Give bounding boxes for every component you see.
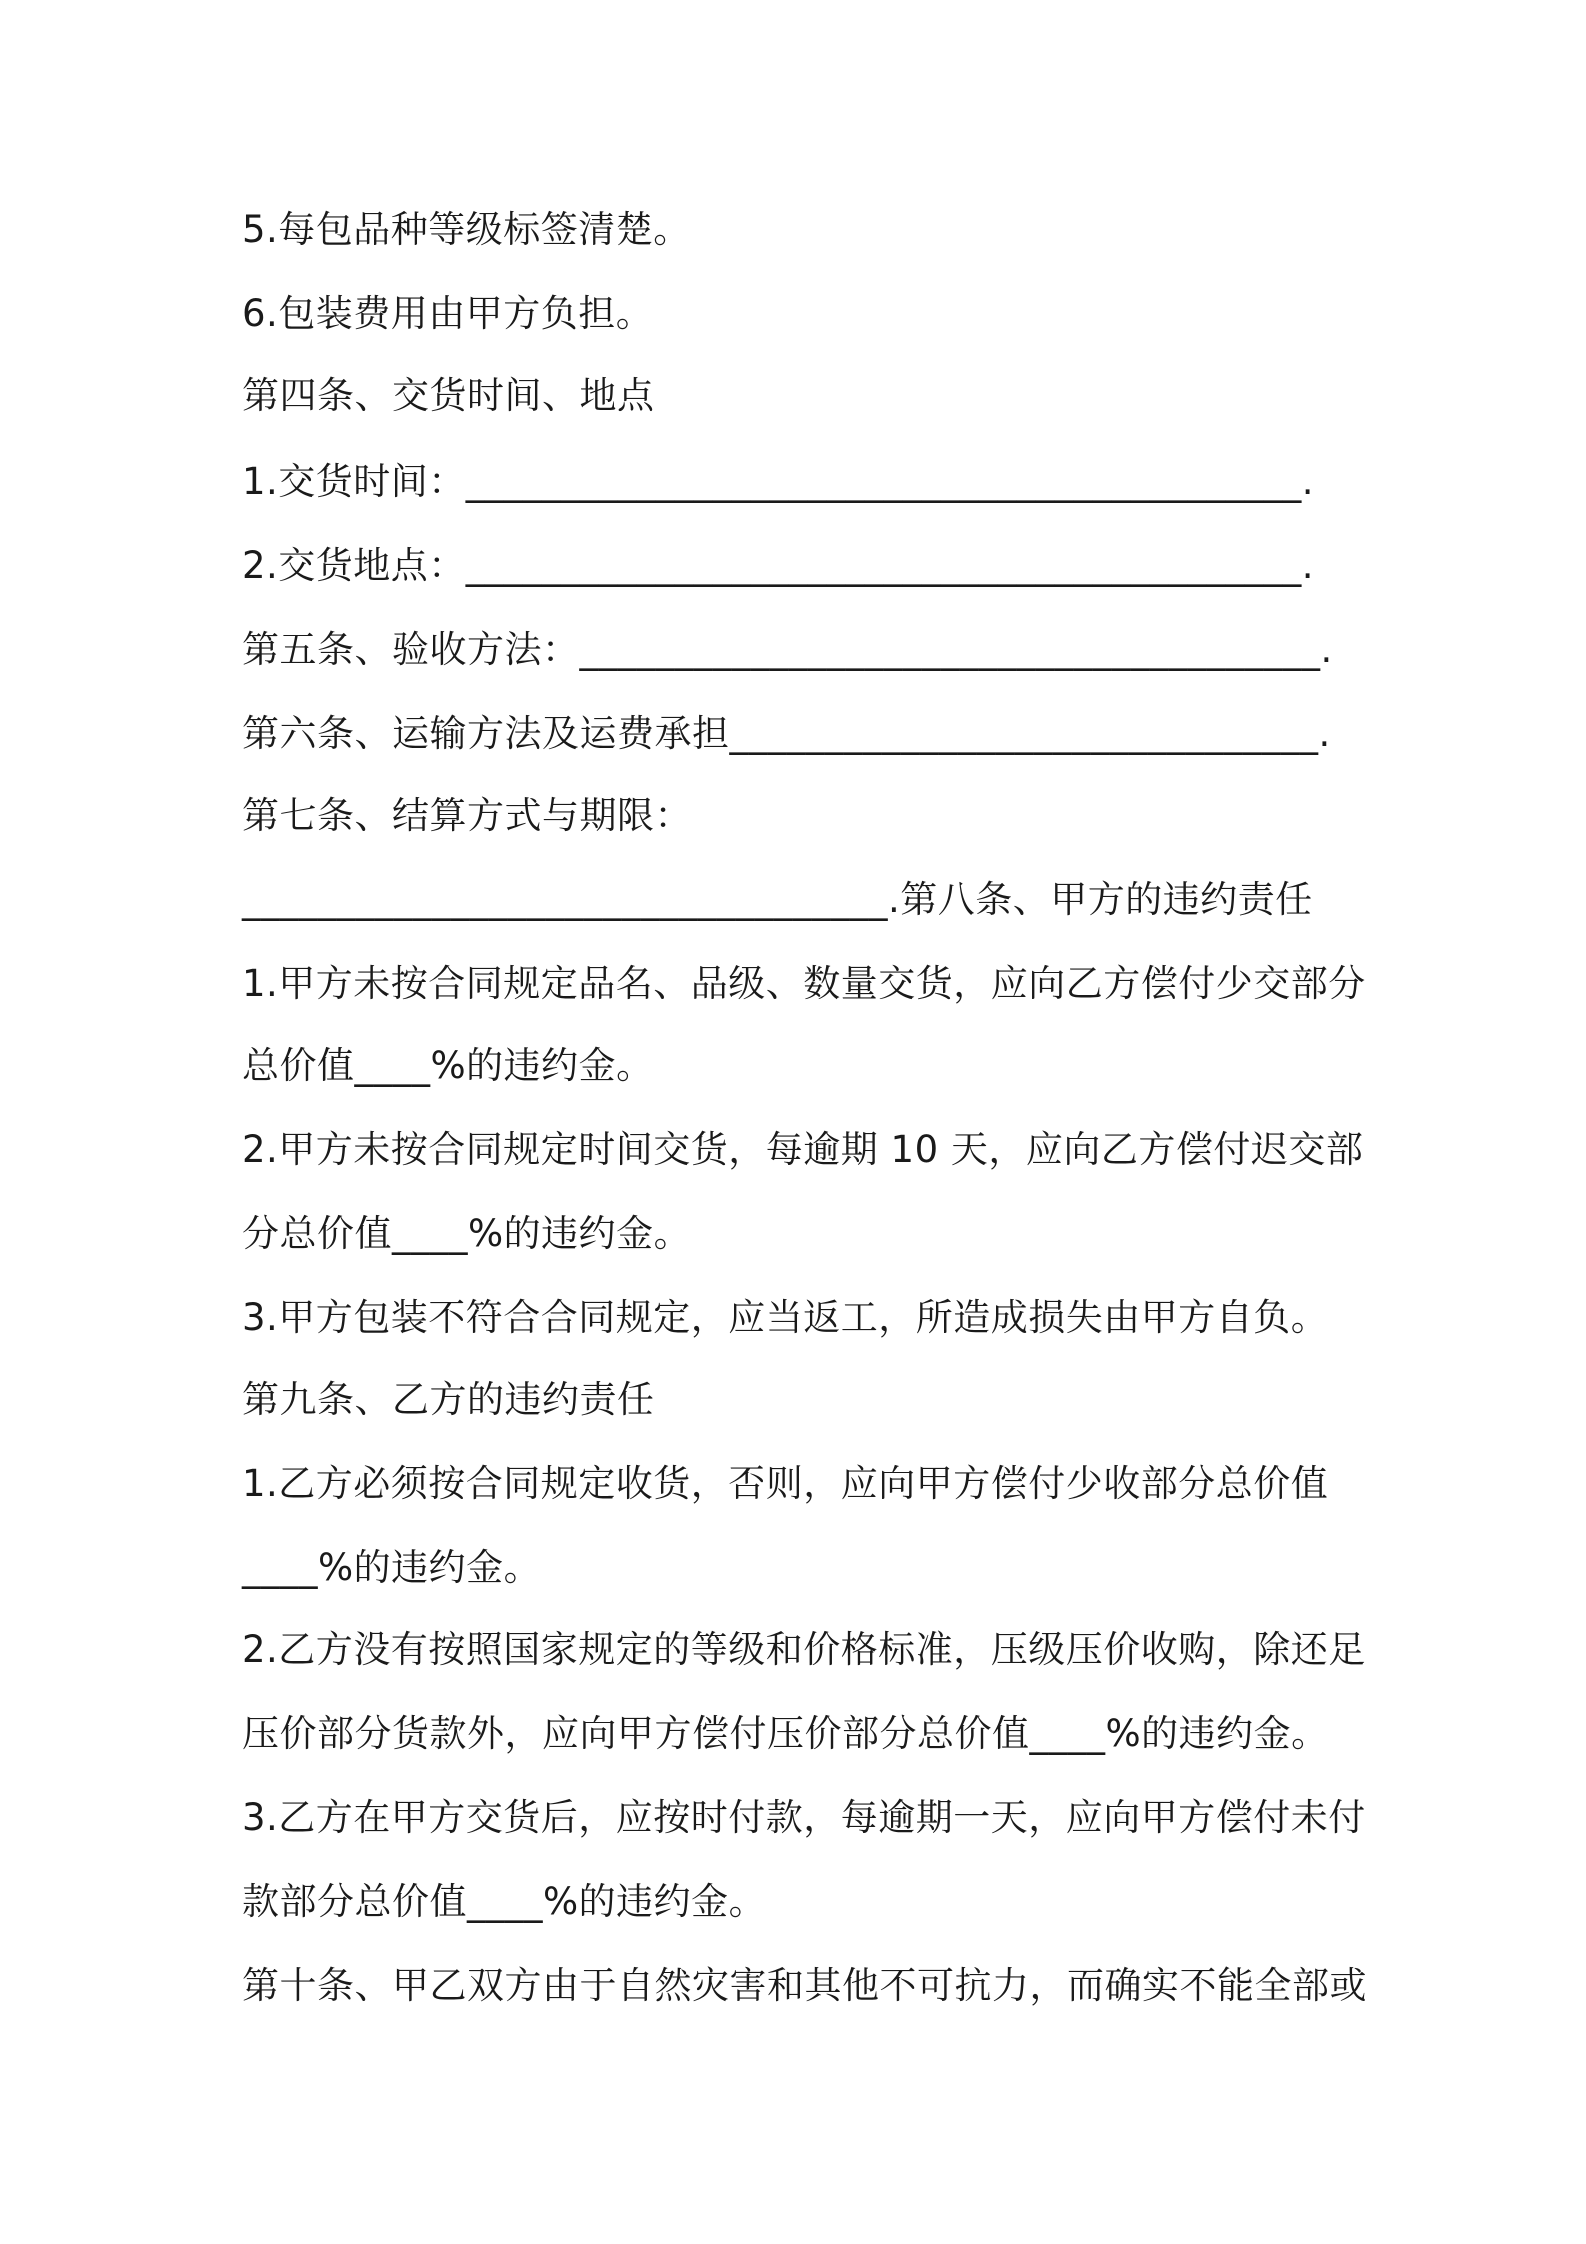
clause-line: 2.交货地点：____________________________________________. — [242, 544, 1315, 587]
clause-line: 总价值____%的违约金。 — [242, 1044, 654, 1087]
clause-line: 1.交货时间：____________________________________________. — [242, 460, 1315, 503]
clause-line: 款部分总价值____%的违约金。 — [242, 1880, 767, 1923]
clause-line: 6.包装费用由甲方负担。 — [242, 292, 654, 335]
article-heading: 第五条、验收方法：_______________________________________. — [242, 628, 1333, 671]
clause-line: 3.乙方在甲方交货后，应按时付款，每逾期一天，应向甲方偿付未付 — [242, 1796, 1366, 1839]
clause-line: 3.甲方包装不符合合同规定，应当返工，所造成损失由甲方自负。 — [242, 1296, 1329, 1339]
clause-line: 5.每包品种等级标签清楚。 — [242, 208, 691, 251]
clause-line: 压价部分货款外，应向甲方偿付压价部分总价值____%的违约金。 — [242, 1712, 1329, 1755]
article-heading: 第九条、乙方的违约责任 — [242, 1378, 655, 1421]
clause-line: ____%的违约金。 — [242, 1546, 542, 1589]
article-heading: 第七条、结算方式与期限： — [242, 794, 692, 837]
article-heading: 第十条、甲乙双方由于自然灾害和其他不可抗力，而确实不能全部或 — [242, 1964, 1367, 2007]
article-heading: 第四条、交货时间、地点 — [242, 374, 655, 417]
clause-line: 2.乙方没有按照国家规定的等级和价格标准，压级压价收购，除还足 — [242, 1628, 1366, 1671]
article-heading: 第六条、运输方法及运费承担_______________________________. — [242, 712, 1331, 755]
clause-line: 2.甲方未按合同规定时间交货，每逾期 10 天，应向乙方偿付迟交部 — [242, 1128, 1364, 1171]
clause-line: __________________________________.第八条、甲方的违约责任 — [242, 878, 1313, 921]
clause-line: 1.乙方必须按合同规定收货，否则，应向甲方偿付少收部分总价值 — [242, 1462, 1329, 1505]
clause-line: 分总价值____%的违约金。 — [242, 1212, 692, 1255]
clause-line: 1.甲方未按合同规定品名、品级、数量交货，应向乙方偿付少交部分 — [242, 962, 1366, 1005]
